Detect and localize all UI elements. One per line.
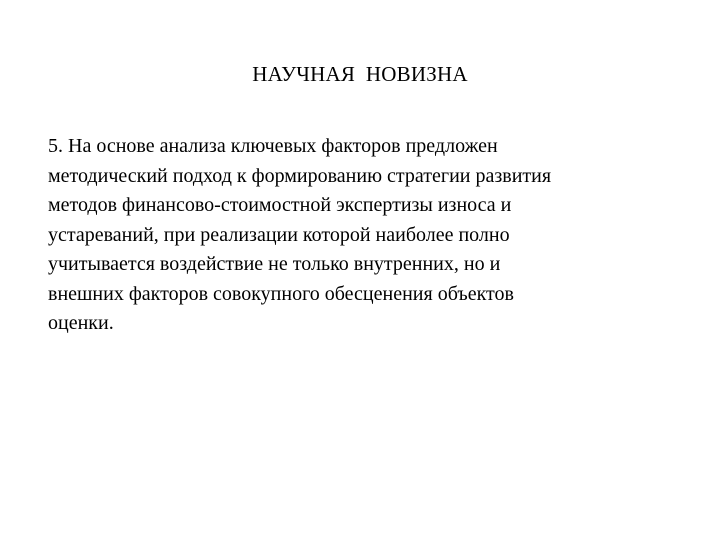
slide-title: НАУЧНАЯ НОВИЗНА [252, 62, 468, 86]
body-line-5: учитывается воздействие не только внутренних, но и [48, 253, 501, 275]
body-line-6: внешних факторов совокупного обесценения объектов [48, 282, 514, 305]
body-line-4: устареваний, при реализации которой наиболее полно [48, 223, 510, 246]
slide-body-paragraph [48, 132, 688, 339]
body-line-3: методов финансово-стоимостной экспертизы износа и [48, 194, 512, 216]
body-line-1: 5. На основе анализа ключевых факторов предложен [48, 135, 498, 157]
body-line-7: оценки. [48, 312, 114, 334]
body-line-2: методический подход к формированию стратегии развития [48, 164, 552, 187]
